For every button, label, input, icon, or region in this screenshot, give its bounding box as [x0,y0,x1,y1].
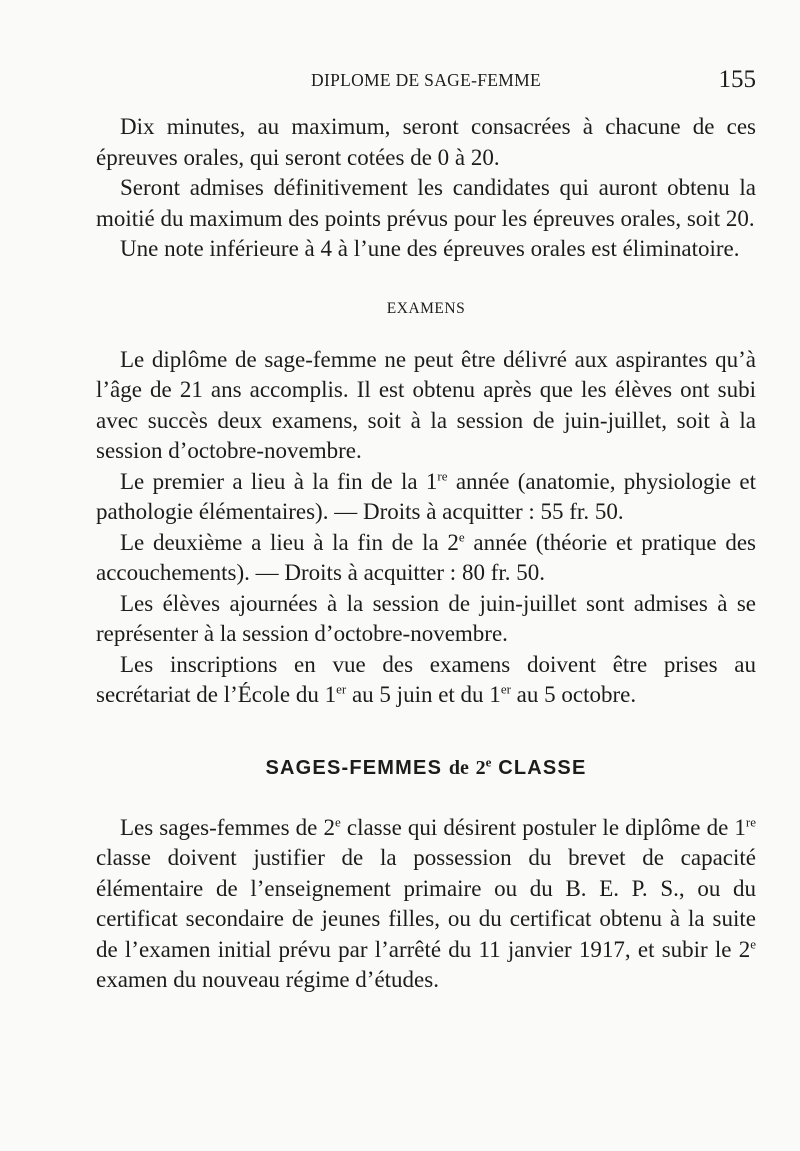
superscript: e [750,935,756,951]
superscript: e [334,813,341,829]
paragraph: Dix minutes, au maximum, seront consacrées à chacune de ces épreuves orales, qui seront cotées de 0 à 20. [96,114,756,170]
paragraph: Les élèves ajournées à la session de juin-juillet sont admises à se représenter à la session d’octobre-novembre. [96,590,756,646]
heading-part: CLASSE [498,756,587,779]
page-number: 155 [718,66,756,93]
section-heading-sages-femmes [96,753,756,783]
text-run: au 5 octobre. [510,682,637,707]
text-run: année (théorie et pratique des accouchements). — Droits à acquitter : 80 fr. 50. [96,529,756,585]
running-title: DIPLOME DE SAGE-FEMME [311,70,541,90]
heading-part: de [448,756,469,779]
paragraph: Le diplôme de sage-femme ne peut être délivré aux aspirantes qu’à l’âge de 21 ans accomplis. Il est obtenu après que les élèves ont subi avec succès deux examens, soit à la session de juin-juillet, soit à la session d’octobre-novembre. [96,346,756,463]
heading-part: SAGES-FEMMES [265,756,443,779]
superscript: re [437,467,448,483]
paragraph [96,467,756,528]
text-run: examen du nouveau régime d’études. [96,967,439,992]
text-run: Les inscriptions en vue des examens doivent être prises au secrétariat de l’École du 1 [96,651,756,707]
text-run: au 5 juin et du 1 [346,682,501,707]
text-run: classe qui désirent postuler le diplôme de 1 [340,814,746,840]
paragraph [96,650,756,711]
superscript: re [745,813,757,829]
text-run: Le deuxième a lieu à la fin de la 2 [120,529,459,555]
superscript: e [485,753,492,769]
paragraph: Une note inférieure à 4 à l’une des épreuves orales est éliminatoire. [120,236,740,261]
running-head [96,66,756,96]
paragraph [96,528,756,589]
body-text [96,112,756,996]
text-run: Les sages-femmes de 2 [120,814,335,840]
text-run: Le premier a lieu à la fin de la 1 [120,468,438,494]
heading-part: 2 [475,756,486,779]
paragraph [96,813,756,996]
text-run: classe doivent justifier de la possession du brevet de capacité élémentaire de l’enseignement primaire ou du B. E. P. S., ou du certificat secondaire de jeunes filles, ou du certificat obtenu à la suite de l’examen initial prévu par l’arrêté du 11 janvier 1917, et subir le 2 [96,845,756,962]
section-heading-examens: EXAMENS [386,299,466,317]
superscript: e [458,528,465,544]
superscript: er [500,681,511,697]
superscript: er [336,681,347,697]
paragraph: Seront admises définitivement les candidates qui auront obtenu la moitié du maximum des points prévus pour les épreuves orales, soit 20. [96,175,756,231]
text-run: année (anatomie, physiologie et pathologie élémentaires). — Droits à acquitter : 55 fr. 50. [96,468,757,524]
